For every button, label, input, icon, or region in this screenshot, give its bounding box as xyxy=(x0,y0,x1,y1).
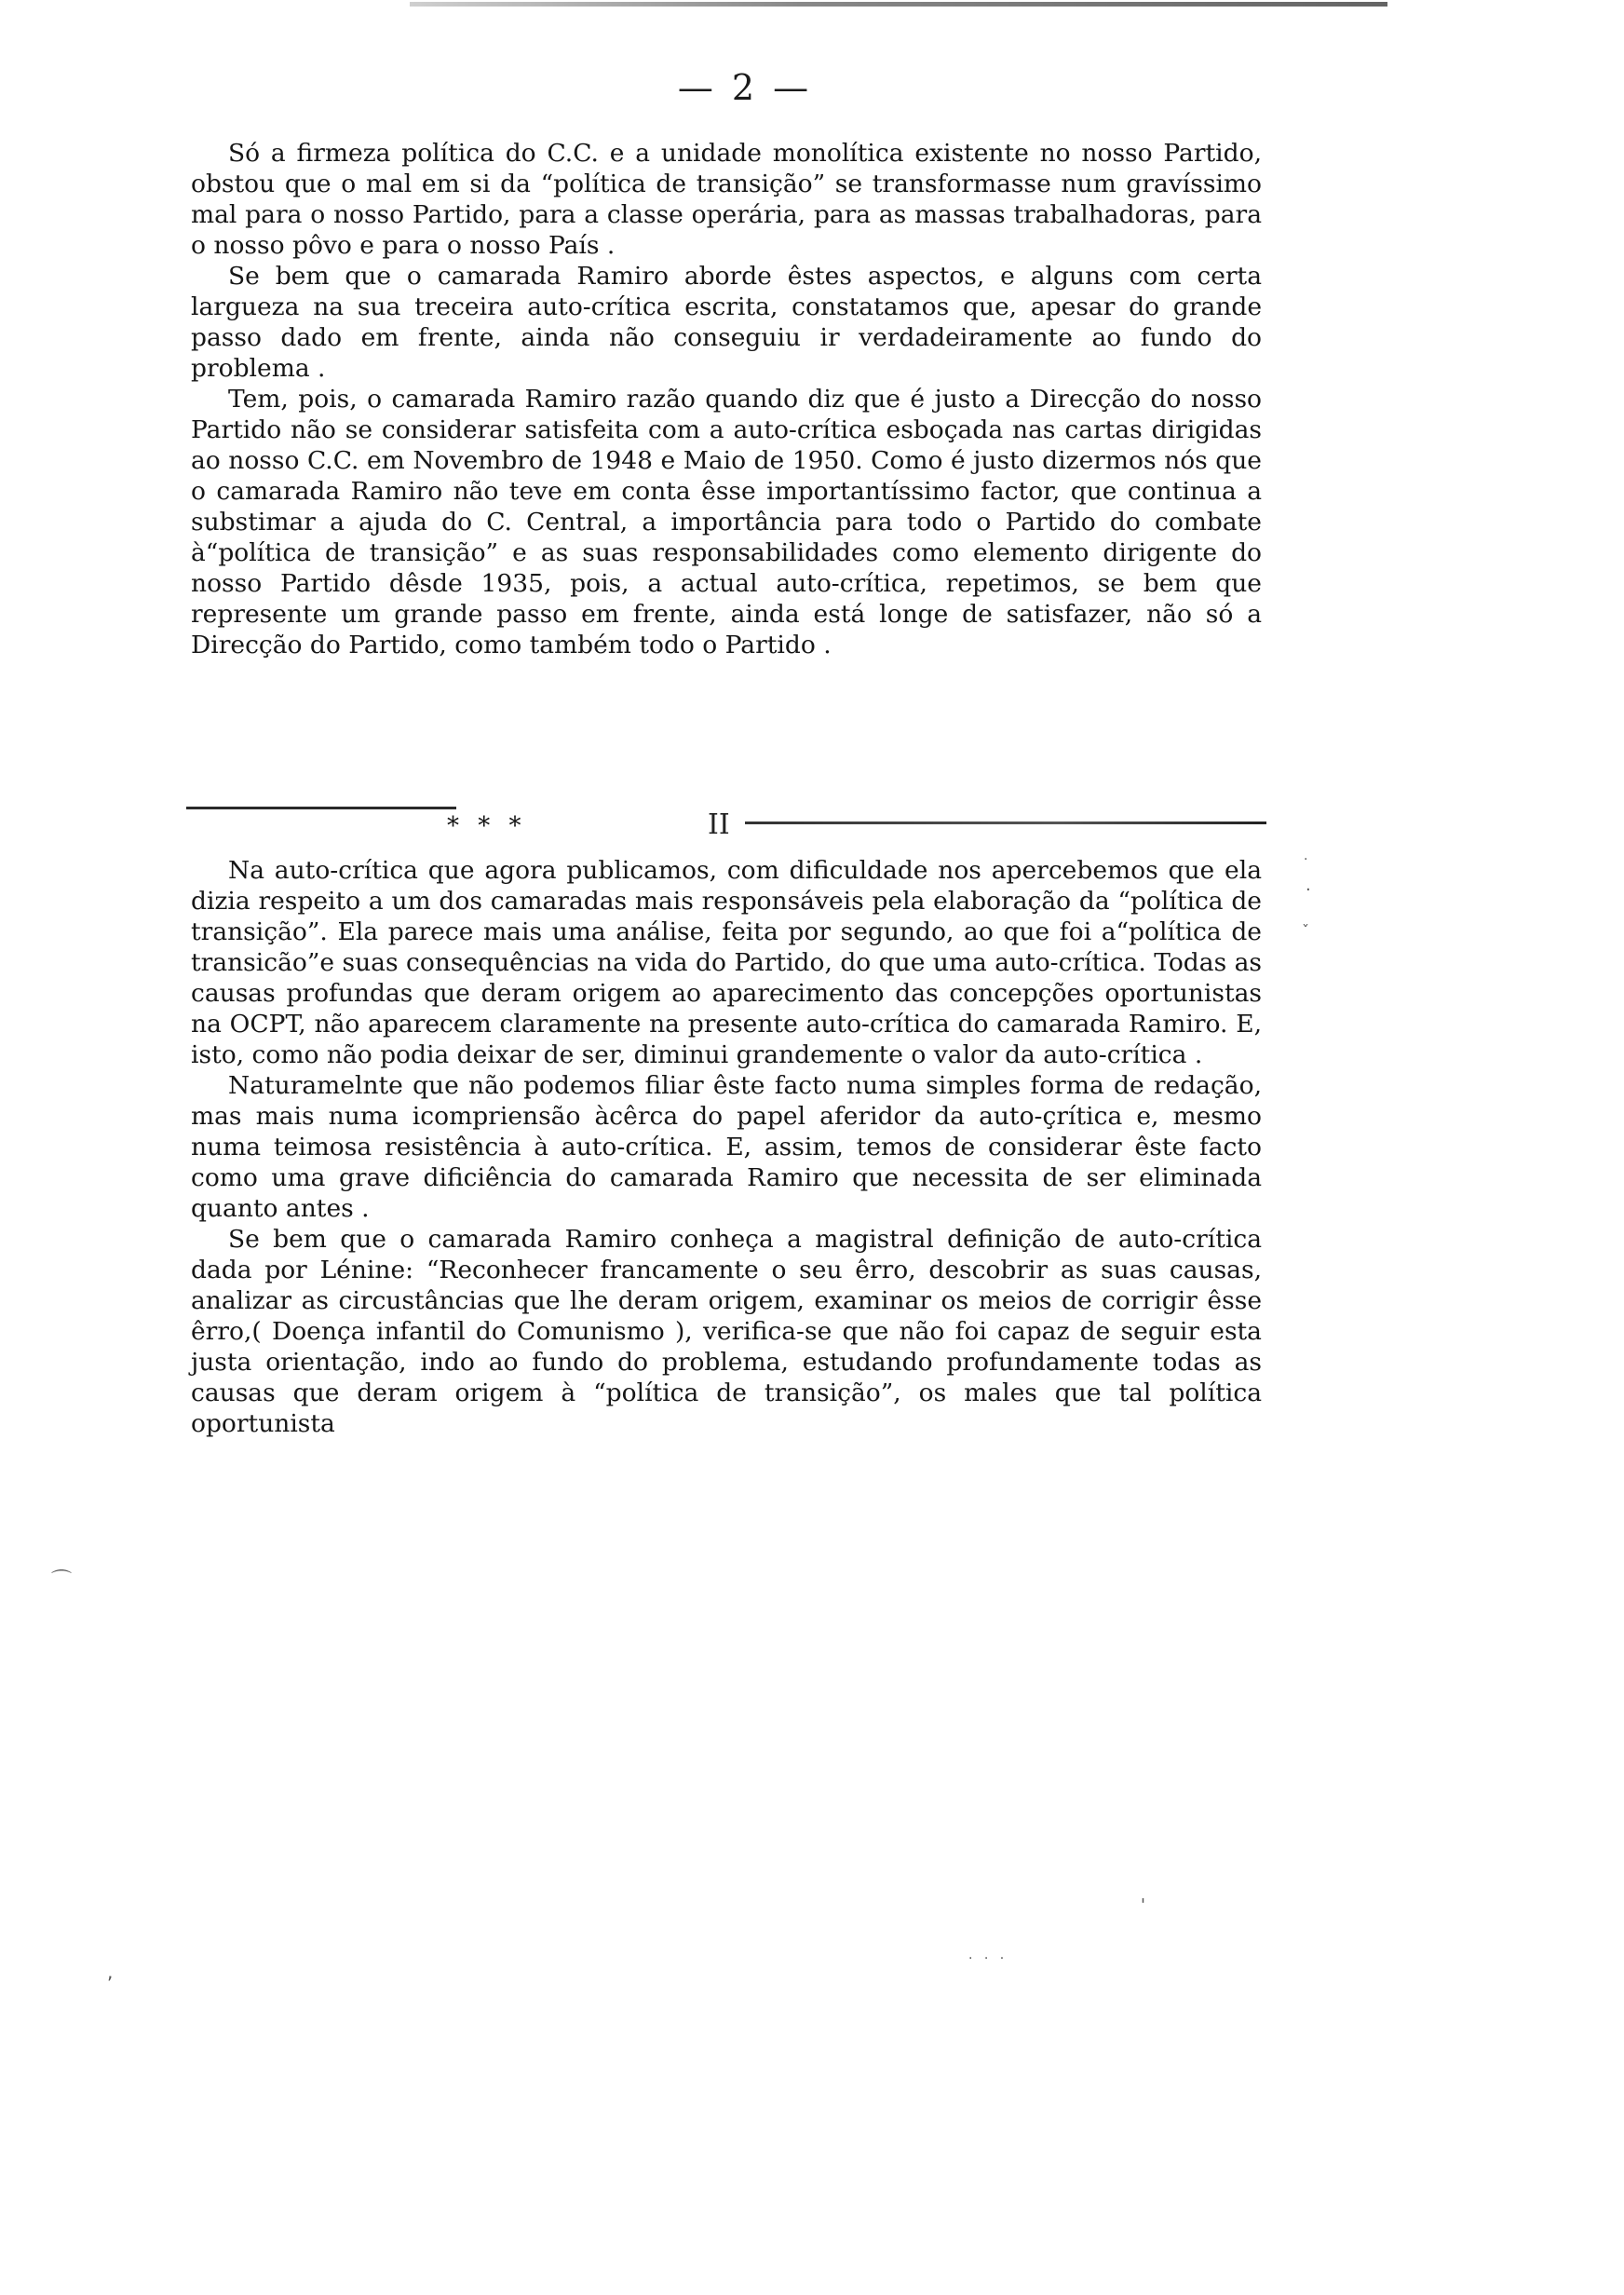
paragraph-4: Na auto-crítica que agora publicamos, com dificuldade nos apercebemos que ela dizia respeito a um dos camaradas mais responsáveis pela elaboração da “política de transição”. Ela parece mais uma análise, feita por segundo, ao que foi a“política de transicão”e suas consequências na vida do Partido, do que uma auto-crítica. Todas as causas profundas que deram origem ao aparecimento das concepções oportunistas na OCPT, não aparecem claramente na presente auto-crítica do camarada Ramiro. E, isto, como não podia deixar de ser, diminui grandemente o valor da auto-crítica . xyxy=(191,856,1262,1069)
section-divider xyxy=(186,803,1266,840)
top-edge-rule xyxy=(410,2,1387,7)
margin-speck: ˇ xyxy=(1302,922,1309,940)
margin-speck: · xyxy=(1304,852,1308,867)
margin-speck: , xyxy=(107,1961,114,1983)
divider-rule-right xyxy=(745,822,1266,824)
section-numeral: II xyxy=(708,808,730,841)
text-section-2 xyxy=(191,855,1262,1439)
margin-speck: · xyxy=(1306,880,1311,900)
paragraph-1: Só a firmeza política do C.C. e a unidade monolítica existente no nosso Partido, obstou que o mal em si da “política de transição” se transformasse num gravíssimo mal para o nosso Partido, para a classe operária, para as massas trabalhadoras, para o nosso pôvo e para o nosso País . xyxy=(191,139,1262,260)
text-section-1 xyxy=(191,138,1262,660)
margin-speck: · · · xyxy=(968,1951,1008,1966)
page-number: — 2 — xyxy=(677,67,813,108)
paragraph-5: Naturamelnte que não podemos filiar êste facto numa simples forma de redação, mas mais numa icompriensão àcêrca do papel aferidor da auto-çrítica e, mesmo numa teimosa resistência à auto-crítica. E, assim, temos de considerar êste facto como uma grave dificiência do camarada Ramiro que necessita de ser eliminada quanto antes . xyxy=(191,1071,1262,1223)
paragraph-2: Se bem que o camarada Ramiro aborde êstes aspectos, e alguns com certa largueza na sua treceira auto-crítica escrita, constatamos que, apesar do grande passo dado em frente, ainda não conseguiu ir verdadeiramente ao fundo do problema . xyxy=(191,262,1262,383)
margin-speck: ⌒ xyxy=(51,1569,73,1593)
paragraph-3: Tem, pois, o camarada Ramiro razão quando diz que é justo a Direcção do nosso Partido não se considerar satisfeita com a auto-crítica esboçada nas cartas dirigidas ao nosso C.C. em Novembro de 1948 e Maio de 1950. Como é justo dizermos nós que o camarada Ramiro não teve em conta êsse importantíssimo factor, que continua a substimar a ajuda do C. Central, a importância para todo o Partido do combate à“política de transição” e as suas responsabilidades como elemento dirigente do nosso Partido dêsde 1935, pois, a actual auto-crítica, repetimos, se bem que represente um grande passo em frente, ainda está longe de satisfazer, não só a Direcção do Partido, como também todo o Partido . xyxy=(191,385,1262,659)
divider-rule-left xyxy=(186,807,456,809)
paragraph-6: Se bem que o camarada Ramiro conheça a magistral definição de auto-crítica dada por Lénine: “Reconhecer francamente o seu êrro, descobrir as suas causas, analizar as circustâncias que lhe deram origem, examinar os meios de corrigir êsse êrro,( Doença infantil do Comunismo ), verifica-se que não foi capaz de seguir esta justa orientação, indo ao fundo do problema, estudando profundamente todas as causas que deram origem à “política de transição”, os males que tal política oportunista xyxy=(191,1225,1262,1438)
margin-speck: ' xyxy=(1141,1895,1145,1915)
section-asterisks: * * * xyxy=(447,812,527,840)
